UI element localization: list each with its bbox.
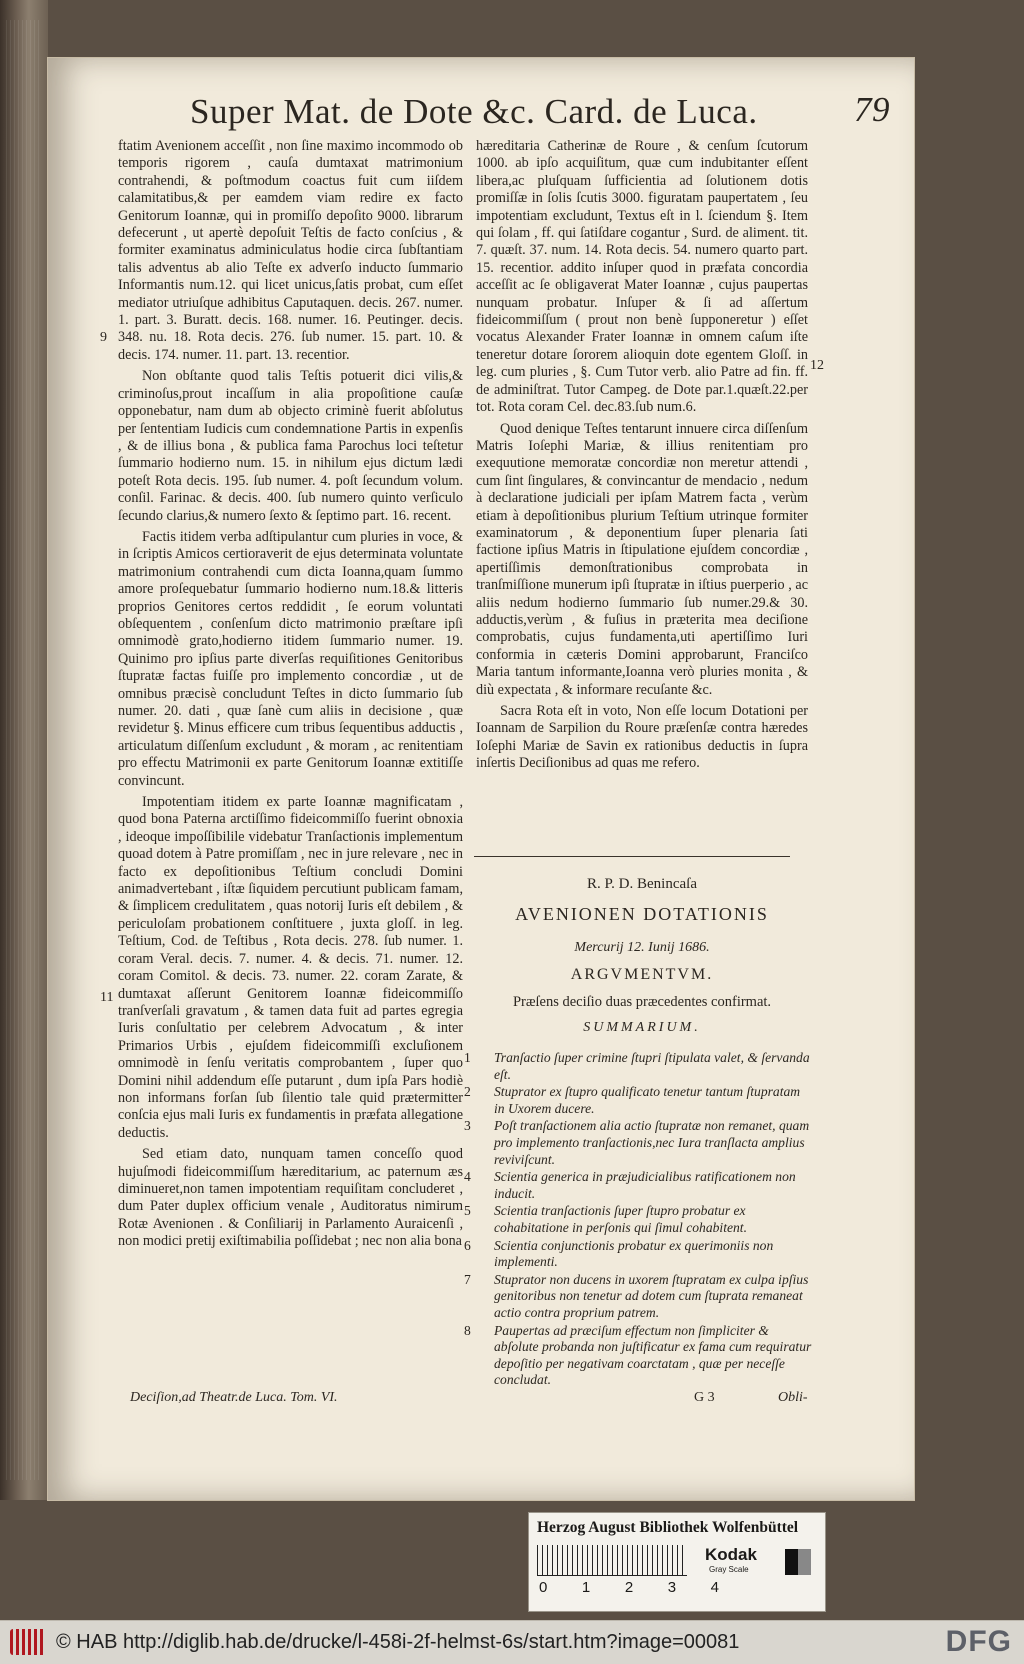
gray-scale-label: Gray Scale — [709, 1565, 749, 1574]
argument-text: Præſens deciſio duas præcedentes confirmat. — [512, 994, 772, 1010]
library-color-card — [528, 1512, 826, 1612]
book-edge — [0, 0, 48, 1500]
ruler-scale — [537, 1545, 687, 1576]
dfg-logo: DFG — [945, 1625, 1012, 1658]
summary-heading: SUMMARIUM. — [583, 1020, 701, 1035]
paragraph: Quod denique Teſtes tentarunt innuere circa diſſenſum Matris Ioſephi Mariæ, & illius renitentiam pro exequutione memoratæ concordiæ non meretur attendi , cum ſint ſingulares, & convincantur de mendacio , nedum à declaratione judiciali per ipſam Matrem facta , verùm etiam à depoſitionibus plurium Teſtium utrinque formiter examinatorum , & deponentium ſuper plenaria ſati factione ipſius Matris in ſtipulatione ejuſdem concordiæ , apertiſſimis demonſtrationibus comprobata in tranſmiſſione munerum ipſi ſtupratæ in iſtius puerperio , ac aliis nedum hodierno ſummario ſub numer.29.& 30. adductis,verùm , & fuſius in præterita mea deciſione comprobatis, cujus fundamenta,uti apertiſſimo Iuri conformia in cæteris Domini approbarunt, Franciſco Maria tantum informante,Ioanna verò pluries monita , & diù expectata , & informare recuſante &c. — [476, 420, 808, 698]
summary-item: 2 Stuprator ex ſtupro qualificato tenetur tantum ſtupratam in Uxorem ducere. — [464, 1084, 801, 1116]
paragraph: hæreditaria Catherinæ de Roure , & cenſum ſcutorum 1000. ab ipſo acquiſitum, quæ cum indubitanter eſſent libera,ac pluſquam ſufficientia ad ſolutionem dotis promiſſæ in ſolis ſcutis 3000. figuratam paupertatem , ſeu impotentiam excludunt, Textus eſt in l. ſciendum §. Item qui ſolam , ff. qui ſatiſdare cogantur , Surd. de aliment. tit. 7. quæſt. 37. num. 14. Rota decis. 54. numero quarto part. 15. recentior. addito inſuper quod in præfata concordia acceſſit ac ſe obligaverat Mater Ioannæ , cujus paupertas nunquam probatur. Inſuper & ſi ad aſſertum fideicommiſſum ( prout non benè ſupponeretur ) eſſet vocatus Alexander Frater Ioannæ in omnem caſum iſte teneretur dotare ſororem alioquin dote egentem Gloſſ. in leg. cum pluries , §. Cum Tutor verb. alio Patre ad fin. ff. de adminiſtrat. Tutor Campeg. de Dote par.1.quæſt.22.per tot. Rota coram Cel. dec.83.ſub num.6. — [476, 138, 808, 416]
footer-bar — [0, 1620, 1024, 1664]
argument-heading: ARGVMENTVM. — [570, 966, 714, 983]
paragraph: Sed etiam dato, nunquam tamen conceſſo quod hujuſmodi fideicommiſſum hæreditarium, ac paternum æs diminueret,non tamen impotentiam requiſitam concluderet , dum Pater duplex officium venale , Auditoratus nimirum Rotæ Avenionen . & Conſiliarij in Parlamento Auraicenſi , non modici pretij exiſtimabilia poſſidebat ; nec non alia bona — [118, 1146, 463, 1250]
decision-date: Mercurij 12. Iunij 1686. — [574, 940, 710, 955]
margin-number: 9 — [100, 330, 107, 345]
margin-number: 11 — [100, 990, 114, 1005]
footer-url[interactable]: © HAB http://diglib.hab.de/drucke/l-458i-2f-helmst-6s/start.htm?image=00081 — [56, 1631, 740, 1653]
decision-judge: R. P. D. Benincaſa — [587, 876, 697, 892]
kodak-logo: Kodak — [705, 1545, 757, 1564]
right-column — [476, 138, 808, 777]
library-name: Herzog August Bibliothek Wolfenbüttel — [537, 1519, 799, 1536]
margin-number: 12 — [810, 358, 824, 373]
summary-item: 1 Tranſactio ſuper crimine ſtupri ſtipulata valet, & ſervanda eſt. — [464, 1050, 810, 1082]
page-edges — [6, 20, 42, 1480]
left-signature: Deciſion,ad Theatr.de Luca. Tom. VI. — [130, 1390, 338, 1405]
summary-item: 6 Scientia conjunctionis probatur ex querimoniis non implementi. — [464, 1237, 774, 1270]
decision-case-title: AVENIONEN DOTATIONIS — [515, 904, 769, 924]
summary-item: 3 Poſt tranſactionem alia actio ſtupratæ non remanet, quam pro implemento tranſactionis,nec Iura tranſlacta amplius reviviſcunt. — [464, 1118, 810, 1167]
paragraph: Non obſtante quod talis Teſtis potuerit dici vilis,& criminoſus,prout incaſſum in alia propoſitione cauſæ opponebatur, nam dum ab objecto criminè fuerit abſolutus per ſententiam Iudicis cum condemnatione Partis in expenſis , & de illius bona , & publica fama Parochus loci teſtetur ſummario hodierno num. 15. in nihilum ejus dictum lædi poteſt Rota decis. 195. ſub numer. 4. poſt ſecundum volum. conſil. Farinac. & decis. 400. ſub numero quinto verſiculo ſecundo clarius,& numero ſexto & ſeptimo part. 16. recent. — [118, 368, 463, 524]
paragraph: Factis itidem verba adſtipulantur cum pluries in voce, & in ſcriptis Amicos certioraverit de ejus determinata voluntate matrimonium contrahendi cum dicta Ioanna,quam ſummo amore proſequebatur ſummario hodierno num.18.& litteris proprios Genitores certos reddidit , ſe eorum voluntati obſequentem , conſenſum dicto matrimonio præſtare ipſi omnimodè grato,hodierno itidem ſummario numer. 19. Quinimo pro ipſius parte diverſas requiſitiones Genitoribus ſtupratæ factas fuiſſe pro implemento concordiæ , ut de omnibus præcisè concludunt Teſtes in dicto ſummario ſub numer. 20. dati , quæ ſanè cum aliis in decisione , quæ revidetur §. Minus efficere cum tribus ſequentibus adductis , articulatum diſſenſum excludunt , & moram , ac renitentiam pro effectu Matrimonii ex parte Genitorum Ioannæ extitiſſe convincunt. — [118, 528, 463, 789]
left-column — [118, 138, 463, 1255]
summary-item: 5 Scientia tranſactionis ſuper ſtupro probatur ex cohabitatione in perſonis qui ſimul cohabitent. — [464, 1203, 747, 1235]
summary-item: 4 Scientia generica in præjudicialibus ratificationem non inducit. — [464, 1169, 796, 1201]
summary-item: 7 Stuprator non ducens in uxorem ſtupratam ex culpa ipſius genitoribus non tenetur ad dotem cum ſtuprata remaneat actio contra proprium patrem. — [464, 1271, 809, 1320]
signature-mark: G 3 — [694, 1390, 715, 1405]
paragraph: ftatim Avenionem acceſſit , non ſine maximo incommodo ob temporis rigorem , cauſa dumtaxat matrimonium contrahendi, & poſtmodum coactus fuit cum iiſdem calamitatibus,& per eamdem viam redire ex facto Genitorum Ioannæ, qui in promiſſo depoſito 9000. librarum defecerunt , ut apertè depoſuit Teſtis de facto conſcius , & formiter examinatus adminiculatus hodie circa ſubſtantiam talis adventus ab alio Teſte ex adverſo inducto ſummario Informantis num.12. qui licet unicus,ſatis probat, cum eſſet mediator utriuſque adhibitus Caputaquen. decis. 267. numer. 1. part. 3. Buratt. decis. 168. numer. 16. Peutinger. decis. 348. nu. 18. Rota decis. 276. ſub numer. 15. part. 10. & decis. 174. numer. 11. part. 13. recentior. — [118, 138, 463, 363]
paragraph: Impotentiam itidem ex parte Ioannæ magnificatam , quod bona Paterna arctiſſimo fideicommiſſo fuerint obnoxia , ideoque impoſſibilile videbatur Tranſactionis implementum quoad dotem à Patre promiſſam , nec in jure relevare , nec in facto ex depoſitionibus Teſtium concludi Domini animadvertebant , iſtæ ſiquidem percutiunt publicam famam, & ſimplicem credulitatem , quas notorij Iuris eſt debilem , & periculoſam probationem conſtituere , juxta gloſſ. in leg. Teſtium, Cod. de Teſtibus , Rota decis. 278. ſub numer. 1. coram Veral. decis. 7. numer. 4. & decis. 71. numer. 12. coram Comitol. & decis. 73. numer. 22. coram Zarate, & dumtaxat aſſerunt Genitorem Ioannæ fideicommiſſo tranſverſali gravatum , & tamen data fuit ad partes egregia Iuris conſultatio per celebrem Advocatum , & inter Primarios Urbis , ejuſdem fideicommiſſi excluſionem omnimodè in ſenſu veritatis comprobantem , ſuper quo Domini nihil addendum eſſe putarunt , dum ipſa Pars hodiè non informans forſan ſub ſilentio tale quid prætermitter conſcia ejus mali Iuris ex fundamentis in præfata allegatione deductis. — [118, 794, 463, 1141]
running-title: Super Mat. de Dote &c. Card. de Luca. — [190, 92, 758, 131]
paragraph: Sacra Rota eſt in voto, Non eſſe locum Dotationi per Ioannam de Sarpilion du Roure præſenſæ contra hæredes Ioſephi Mariæ de Savin ex rationibus deductis in ſupra inſertis Deciſionibus ad quas me refero. — [476, 703, 808, 772]
hab-barcode-icon — [10, 1629, 46, 1655]
scale-numbers: 0 1 2 3 4 — [539, 1579, 719, 1596]
page-number: 79 — [854, 90, 890, 129]
gray-swatch — [785, 1549, 811, 1575]
summary-list — [464, 1050, 814, 1390]
catchword: Obli- — [778, 1390, 808, 1405]
section-divider — [474, 856, 790, 857]
running-header — [190, 92, 910, 136]
summary-item: 8 Paupertas ad præciſum effectum non ſimpliciter & abſolute probanda non juſtificatur ex fama cum requiratur depoſitio per negativam coarctatam , quæ per neceſſe concludat. — [464, 1322, 812, 1388]
